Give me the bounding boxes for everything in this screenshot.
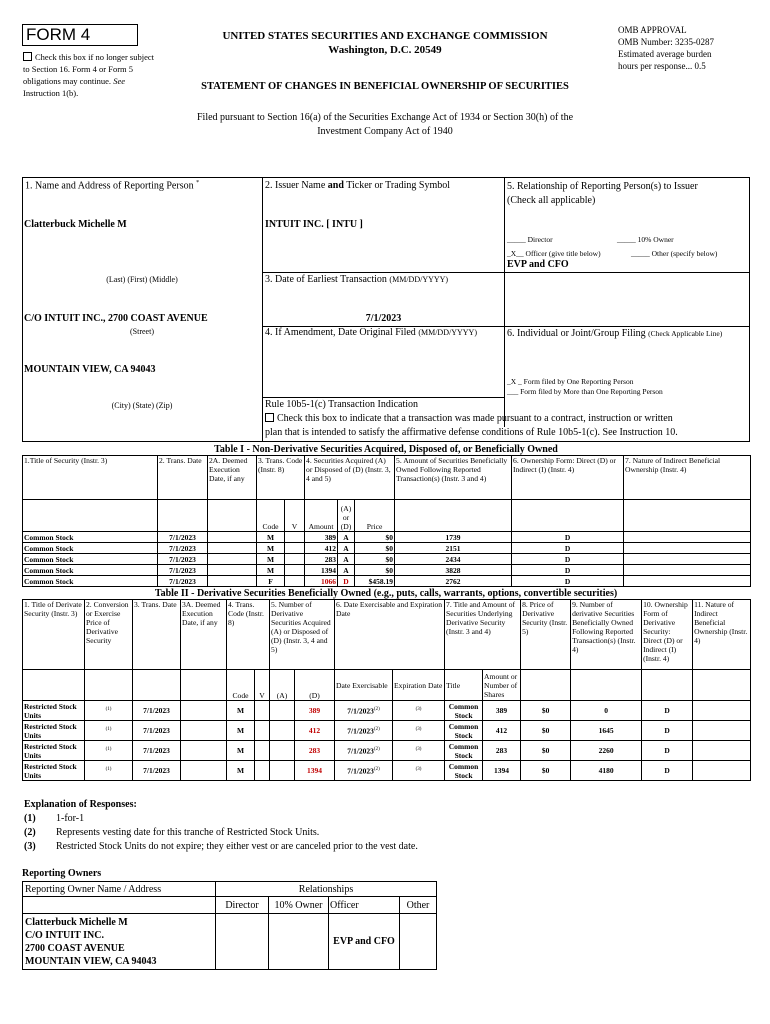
t2-sub-code: Code: [227, 670, 255, 701]
t2-cell-expiration: [393, 761, 445, 781]
t2-h-code: 4. Trans. Code (Instr. 8): [227, 600, 270, 670]
name-caption: (Last) (First) (Middle): [106, 275, 178, 284]
t1-sub-aord: (A) or (D): [338, 500, 355, 532]
ro-col-name: Reporting Owner Name / Address: [23, 882, 216, 897]
t2-cell-expiration: [393, 741, 445, 761]
t2-sub-exercisable: Date Exercisable: [335, 670, 393, 701]
t2-cell-nature: [693, 741, 751, 761]
t2-cell-u_amount: 283: [483, 741, 521, 761]
t2-exercisable-date: 7/1/2023: [347, 746, 374, 756]
t1-cell-code: M: [257, 532, 285, 543]
ro-ten-cell: [269, 914, 329, 970]
explanation-text: Restricted Stock Units do not expire; they either vest or are canceled prior to the vest date.: [56, 841, 418, 852]
reporting-owners-title: Reporting Owners: [22, 868, 102, 879]
t1-cell-v: [285, 554, 305, 565]
t1-h-title: 1.Title of Security (Instr. 3): [23, 456, 158, 500]
rule-10b5-section: Rule 10b5-1(c) Transaction Indication Check this box to indicate that a transaction was made pursuant to a contract, instruction or written plan that is intended to satisfy the affirmative defense conditions of Rule 10b5-1(c). See Instruction 10.: [265, 398, 750, 440]
agency-line1: UNITED STATES SECURITIES AND EXCHANGE COMMISSION: [222, 30, 548, 42]
t2-cell-u_amount: 412: [483, 721, 521, 741]
t1-h-owned: 5. Amount of Securities Beneficially Owned Following Reported Transaction(s) (Instr. 3 and 4): [395, 456, 512, 500]
t2-exercisable-date: 7/1/2023: [347, 726, 374, 736]
t2-cell-form: D: [642, 701, 693, 721]
t2-h-price: 8. Price of Derivative Security (Instr. 5): [521, 600, 571, 670]
section16-note: Check this box if no longer subject to Section 16. Form 4 or Form 5 obligations may continue. See Instruction 1(b).: [23, 52, 154, 98]
form-label-box: [22, 24, 138, 46]
t2-exercisable-note: (2): [373, 747, 380, 753]
t1-h-nature: 7. Nature of Indirect Beneficial Ownership (Instr. 4): [624, 456, 751, 500]
table2-row: [23, 761, 751, 781]
t2-footnote-ref: (1): [105, 767, 112, 773]
t1-cell-nature: [624, 532, 751, 543]
t1-cell-price: $0: [355, 554, 395, 565]
t2-cell-price: $0: [521, 741, 571, 761]
reporting-person-name: Clatterbuck Michelle M: [24, 219, 127, 230]
t2-cell-date: 7/1/2023: [133, 701, 181, 721]
t2-exercisable-note: (2): [373, 707, 380, 713]
t1-cell-owned: 2762: [395, 576, 512, 587]
t2-cell-nature: [693, 761, 751, 781]
t2-cell-title: Restricted Stock Units: [23, 761, 85, 781]
ro-owner-line1: Clatterbuck Michelle M: [25, 916, 128, 928]
divider-v2: [504, 177, 505, 427]
t1-cell-form: D: [512, 565, 624, 576]
t2-cell-a: [270, 721, 295, 741]
t2-cell-exercisable: [335, 701, 393, 721]
t1-cell-nature: [624, 576, 751, 587]
explanation-text: 1-for-1: [56, 813, 85, 824]
reporting-owners-table: [22, 881, 437, 970]
t2-cell-u_title: Common Stock: [445, 701, 483, 721]
t1-cell-price: $0: [355, 543, 395, 554]
t2-sub-title: Title: [445, 670, 483, 701]
box4-label: 4. If Amendment, Date Original Filed (MM/DD/YYYY): [265, 327, 477, 338]
omb-line2: OMB Number: 3235-0287: [618, 37, 714, 47]
form-label: FORM 4: [26, 25, 91, 44]
t2-cell-v: [255, 701, 270, 721]
table1-row: [23, 554, 751, 565]
omb-approval: [618, 24, 768, 72]
t1-cell-form: D: [512, 543, 624, 554]
table1-row: [23, 543, 751, 554]
t2-sub-amount: Amount or Number of Shares: [483, 670, 521, 701]
t1-cell-code: M: [257, 565, 285, 576]
ro-col-ten: 10% Owner: [269, 897, 329, 914]
t1-cell-title: Common Stock: [23, 532, 158, 543]
t2-h-conversion: 2. Conversion or Exercise Price of Derivative Security: [85, 600, 133, 670]
t1-cell-amount: 1066: [305, 576, 338, 587]
director-option[interactable]: _____ Director: [507, 235, 553, 244]
t2-cell-owned: 2260: [571, 741, 642, 761]
t2-cell-d: 1394: [295, 761, 335, 781]
rule-10b5-label: Rule 10b5-1(c) Transaction Indication: [265, 399, 419, 410]
t1-sub-amount: Amount: [305, 500, 338, 532]
t2-cell-code: M: [227, 701, 255, 721]
agency-line2: Washington, D.C. 20549: [328, 44, 442, 56]
t2-cell-u_title: Common Stock: [445, 741, 483, 761]
t2-cell-code: M: [227, 741, 255, 761]
t1-h-acquired: 4. Securities Acquired (A) or Disposed of (D) (Instr. 3, 4 and 5): [305, 456, 395, 500]
t2-cell-owned: 1645: [571, 721, 642, 741]
t1-cell-title: Common Stock: [23, 576, 158, 587]
t1-cell-amount: 283: [305, 554, 338, 565]
t2-footnote-ref: (3): [415, 767, 422, 773]
rule-10b5-checkbox[interactable]: [265, 413, 274, 422]
t1-cell-owned: 2151: [395, 543, 512, 554]
t1-cell-owned: 3828: [395, 565, 512, 576]
omb-line3: Estimated average burden: [618, 49, 712, 59]
t2-cell-a: [270, 701, 295, 721]
t2-exercisable-note: (2): [373, 727, 380, 733]
t1-cell-amount: 412: [305, 543, 338, 554]
table2-row: [23, 701, 751, 721]
t1-cell-title: Common Stock: [23, 554, 158, 565]
t2-cell-nature: [693, 701, 751, 721]
table2-row: [23, 741, 751, 761]
t2-cell-deemed: [181, 761, 227, 781]
table2-row: [23, 721, 751, 741]
t2-cell-u_title: Common Stock: [445, 761, 483, 781]
t2-h-exercisable: 6. Date Exercisable and Expiration Date: [335, 600, 445, 670]
t2-h-form: 10. Ownership Form of Derivative Security: Direct (D) or Indirect (I) (Instr. 4): [642, 600, 693, 670]
t1-cell-ad: D: [338, 576, 355, 587]
t2-cell-form: D: [642, 721, 693, 741]
t2-cell-d: 389: [295, 701, 335, 721]
filed-line1: Filed pursuant to Section 16(a) of the Securities Exchange Act of 1934 or Section 30(h) of the: [196, 112, 574, 123]
explanation-number: (2): [24, 827, 36, 838]
t1-cell-date: 7/1/2023: [158, 576, 208, 587]
t2-cell-a: [270, 741, 295, 761]
t1-cell-amount: 389: [305, 532, 338, 543]
t2-cell-exercisable: [335, 741, 393, 761]
issuer-name: INTUIT INC. [ INTU ]: [265, 219, 363, 230]
t1-cell-code: F: [257, 576, 285, 587]
box3-label: 3. Date of Earliest Transaction (MM/DD/YYYY): [265, 274, 449, 285]
t2-h-number: 5. Number of Derivative Securities Acquired (A) or Disposed of (D) (Instr. 3, 4 and 5): [270, 600, 335, 670]
box5-label: 5. Relationship of Reporting Person(s) to Issuer (Check all applicable): [507, 181, 698, 206]
t1-cell-nature: [624, 543, 751, 554]
explanation-number: (1): [24, 813, 36, 824]
explanation-section: [24, 798, 724, 854]
table2: [22, 599, 751, 781]
t2-h-deemed: 3A. Deemed Execution Date, if any: [181, 600, 227, 670]
ro-director-cell: [216, 914, 269, 970]
t1-h-date: 2. Trans. Date: [158, 456, 208, 500]
t2-cell-conv: [85, 761, 133, 781]
t2-cell-u_amount: 1394: [483, 761, 521, 781]
ro-col-director: Director: [216, 897, 269, 914]
ro-other-cell: [400, 914, 437, 970]
t2-cell-exercisable: [335, 721, 393, 741]
t1-cell-ad: A: [338, 543, 355, 554]
divider-h1: [262, 272, 750, 273]
t2-footnote-ref: (3): [415, 727, 422, 733]
ro-owner-line2: C/O INTUIT INC.: [25, 929, 104, 941]
t1-cell-price: $0: [355, 565, 395, 576]
t2-cell-price: $0: [521, 721, 571, 741]
t2-cell-form: D: [642, 741, 693, 761]
t1-cell-deemed: [208, 554, 257, 565]
t1-cell-code: M: [257, 543, 285, 554]
t2-cell-conv: [85, 701, 133, 721]
t1-cell-date: 7/1/2023: [158, 543, 208, 554]
t2-cell-owned: 0: [571, 701, 642, 721]
t2-cell-date: 7/1/2023: [133, 741, 181, 761]
t2-cell-exercisable: [335, 761, 393, 781]
t2-cell-title: Restricted Stock Units: [23, 701, 85, 721]
filed-line2: Investment Company Act of 1940: [317, 126, 453, 137]
box1-label: 1. Name and Address of Reporting Person *: [25, 180, 200, 192]
explanation-title: Explanation of Responses:: [24, 799, 137, 810]
t2-cell-deemed: [181, 701, 227, 721]
street-caption: (Street): [130, 327, 154, 336]
t1-cell-v: [285, 576, 305, 587]
box2-label: 2. Issuer Name and Ticker or Trading Symbol: [265, 180, 451, 191]
t2-cell-expiration: [393, 721, 445, 741]
t2-cell-expiration: [393, 701, 445, 721]
t2-cell-conv: [85, 721, 133, 741]
t2-cell-deemed: [181, 741, 227, 761]
t2-cell-title: Restricted Stock Units: [23, 721, 85, 741]
divider-v1: [262, 177, 263, 442]
ro-owner-cell: [23, 914, 216, 970]
ro-owner-line3: 2700 COAST AVENUE: [25, 942, 125, 954]
t1-h-form: 6. Ownership Form: Direct (D) or Indirect (I) (Instr. 4): [512, 456, 624, 500]
t2-cell-u_amount: 389: [483, 701, 521, 721]
t1-cell-owned: 2434: [395, 554, 512, 565]
t1-sub-v: V: [285, 500, 305, 532]
t2-cell-price: $0: [521, 761, 571, 781]
table1-row: [23, 532, 751, 543]
t2-h-underlying: 7. Title and Amount of Securities Underlying Derivative Security (Instr. 3 and 4): [445, 600, 521, 670]
t2-cell-owned: 4180: [571, 761, 642, 781]
t1-cell-nature: [624, 565, 751, 576]
omb-line4: hours per response... 0.5: [618, 61, 706, 71]
officer-option[interactable]: _X__ Officer (give title below): [507, 249, 601, 258]
t1-cell-deemed: [208, 576, 257, 587]
t1-cell-form: D: [512, 576, 624, 587]
t1-cell-ad: A: [338, 532, 355, 543]
t1-cell-v: [285, 532, 305, 543]
t2-cell-nature: [693, 721, 751, 741]
ro-col-relationships: Relationships: [216, 882, 437, 897]
section16-checkbox[interactable]: [23, 52, 32, 61]
explanation-item: [24, 826, 724, 840]
filing-option-one[interactable]: _X _ Form filed by One Reporting Person: [507, 377, 634, 386]
t2-h-date: 3. Trans. Date: [133, 600, 181, 670]
t2-cell-code: M: [227, 761, 255, 781]
t1-cell-v: [285, 543, 305, 554]
t2-footnote-ref: (1): [105, 707, 112, 713]
t2-sub-v: V: [255, 670, 270, 701]
t2-footnote-ref: (1): [105, 747, 112, 753]
t2-footnote-ref: (3): [415, 707, 422, 713]
t2-footnote-ref: (3): [415, 747, 422, 753]
t2-exercisable-date: 7/1/2023: [347, 706, 374, 716]
t2-cell-d: 412: [295, 721, 335, 741]
statement-title: STATEMENT OF CHANGES IN BENEFICIAL OWNERSHIP OF SECURITIES: [201, 81, 569, 92]
ro-col-other: Other: [400, 897, 437, 914]
t1-cell-ad: A: [338, 554, 355, 565]
other-option[interactable]: _____ Other (specify below): [631, 249, 718, 258]
t1-h-deemed: 2A. Deemed Execution Date, if any: [208, 456, 257, 500]
t2-cell-d: 283: [295, 741, 335, 761]
t1-cell-form: D: [512, 532, 624, 543]
explanation-text: Represents vesting date for this tranche of Restricted Stock Units.: [56, 827, 320, 838]
t1-cell-date: 7/1/2023: [158, 554, 208, 565]
t2-h-owned: 9. Number of derivative Securities Beneficially Owned Following Reported Transaction(s) (Instr. 4): [571, 600, 642, 670]
table1: [22, 455, 751, 587]
t1-cell-title: Common Stock: [23, 543, 158, 554]
t2-cell-v: [255, 721, 270, 741]
ro-col-officer: Officer: [329, 897, 400, 914]
t1-cell-ad: A: [338, 565, 355, 576]
t2-exercisable-note: (2): [373, 767, 380, 773]
t2-footnote-ref: (1): [105, 727, 112, 733]
t1-cell-owned: 1739: [395, 532, 512, 543]
t2-cell-date: 7/1/2023: [133, 761, 181, 781]
t1-cell-date: 7/1/2023: [158, 565, 208, 576]
t2-cell-v: [255, 741, 270, 761]
ro-officer-value: EVP and CFO: [329, 914, 400, 970]
explanation-item: [24, 812, 724, 826]
table1-row: [23, 565, 751, 576]
ro-owner-line4: MOUNTAIN VIEW, CA 94043: [25, 955, 157, 967]
t1-cell-v: [285, 565, 305, 576]
ten-percent-option[interactable]: _____ 10% Owner: [617, 235, 674, 244]
filed-pursuant: [100, 111, 670, 139]
t2-cell-code: M: [227, 721, 255, 741]
officer-title: EVP and CFO: [507, 259, 569, 270]
table1-title: Table I - Non-Derivative Securities Acquired, Disposed of, or Beneficially Owned: [214, 444, 558, 455]
t2-sub-expiration: Expiration Date: [393, 670, 445, 701]
t2-exercisable-date: 7/1/2023: [347, 766, 374, 776]
t2-cell-date: 7/1/2023: [133, 721, 181, 741]
t1-cell-deemed: [208, 532, 257, 543]
explanation-item: [24, 840, 724, 854]
t2-sub-a: (A): [270, 670, 295, 701]
t2-cell-form: D: [642, 761, 693, 781]
city-caption: (City) (State) (Zip): [111, 401, 173, 410]
street-address: C/O INTUIT INC., 2700 COAST AVENUE: [24, 313, 208, 324]
explanation-number: (3): [24, 841, 36, 852]
t2-cell-conv: [85, 741, 133, 761]
agency-title: [170, 29, 600, 57]
t2-cell-u_title: Common Stock: [445, 721, 483, 741]
t2-cell-v: [255, 761, 270, 781]
omb-line1: OMB APPROVAL: [618, 25, 687, 35]
t1-h-code: 3. Trans. Code (Instr. 8): [257, 456, 305, 500]
table2-title: Table II - Derivative Securities Beneficially Owned (e.g., puts, calls, warrants, options, convertible securities): [154, 588, 618, 599]
t1-cell-deemed: [208, 565, 257, 576]
city-state-zip: MOUNTAIN VIEW, CA 94043: [24, 364, 156, 375]
t1-sub-price: Price: [355, 500, 395, 532]
t1-cell-title: Common Stock: [23, 565, 158, 576]
table1-row: [23, 576, 751, 587]
t2-cell-a: [270, 761, 295, 781]
t1-cell-code: M: [257, 554, 285, 565]
t1-sub-code: Code: [257, 500, 285, 532]
t1-cell-price: $0: [355, 532, 395, 543]
t1-cell-form: D: [512, 554, 624, 565]
t2-h-title: 1. Title of Derivate Security (Instr. 3): [23, 600, 85, 670]
t1-cell-nature: [624, 554, 751, 565]
earliest-transaction-date: 7/1/2023: [365, 313, 402, 324]
t1-cell-date: 7/1/2023: [158, 532, 208, 543]
t2-sub-d: (D): [295, 670, 335, 701]
t2-cell-price: $0: [521, 701, 571, 721]
t2-h-nature: 11. Nature of Indirect Beneficial Ownership (Instr. 4): [693, 600, 751, 670]
t1-cell-deemed: [208, 543, 257, 554]
t1-cell-price: $458.19: [355, 576, 395, 587]
t2-cell-deemed: [181, 721, 227, 741]
t1-cell-amount: 1394: [305, 565, 338, 576]
t2-cell-title: Restricted Stock Units: [23, 741, 85, 761]
filing-option-multiple[interactable]: ___ Form filed by More than One Reporting Person: [507, 387, 663, 396]
box6-label: 6. Individual or Joint/Group Filing (Check Applicable Line): [507, 328, 723, 339]
